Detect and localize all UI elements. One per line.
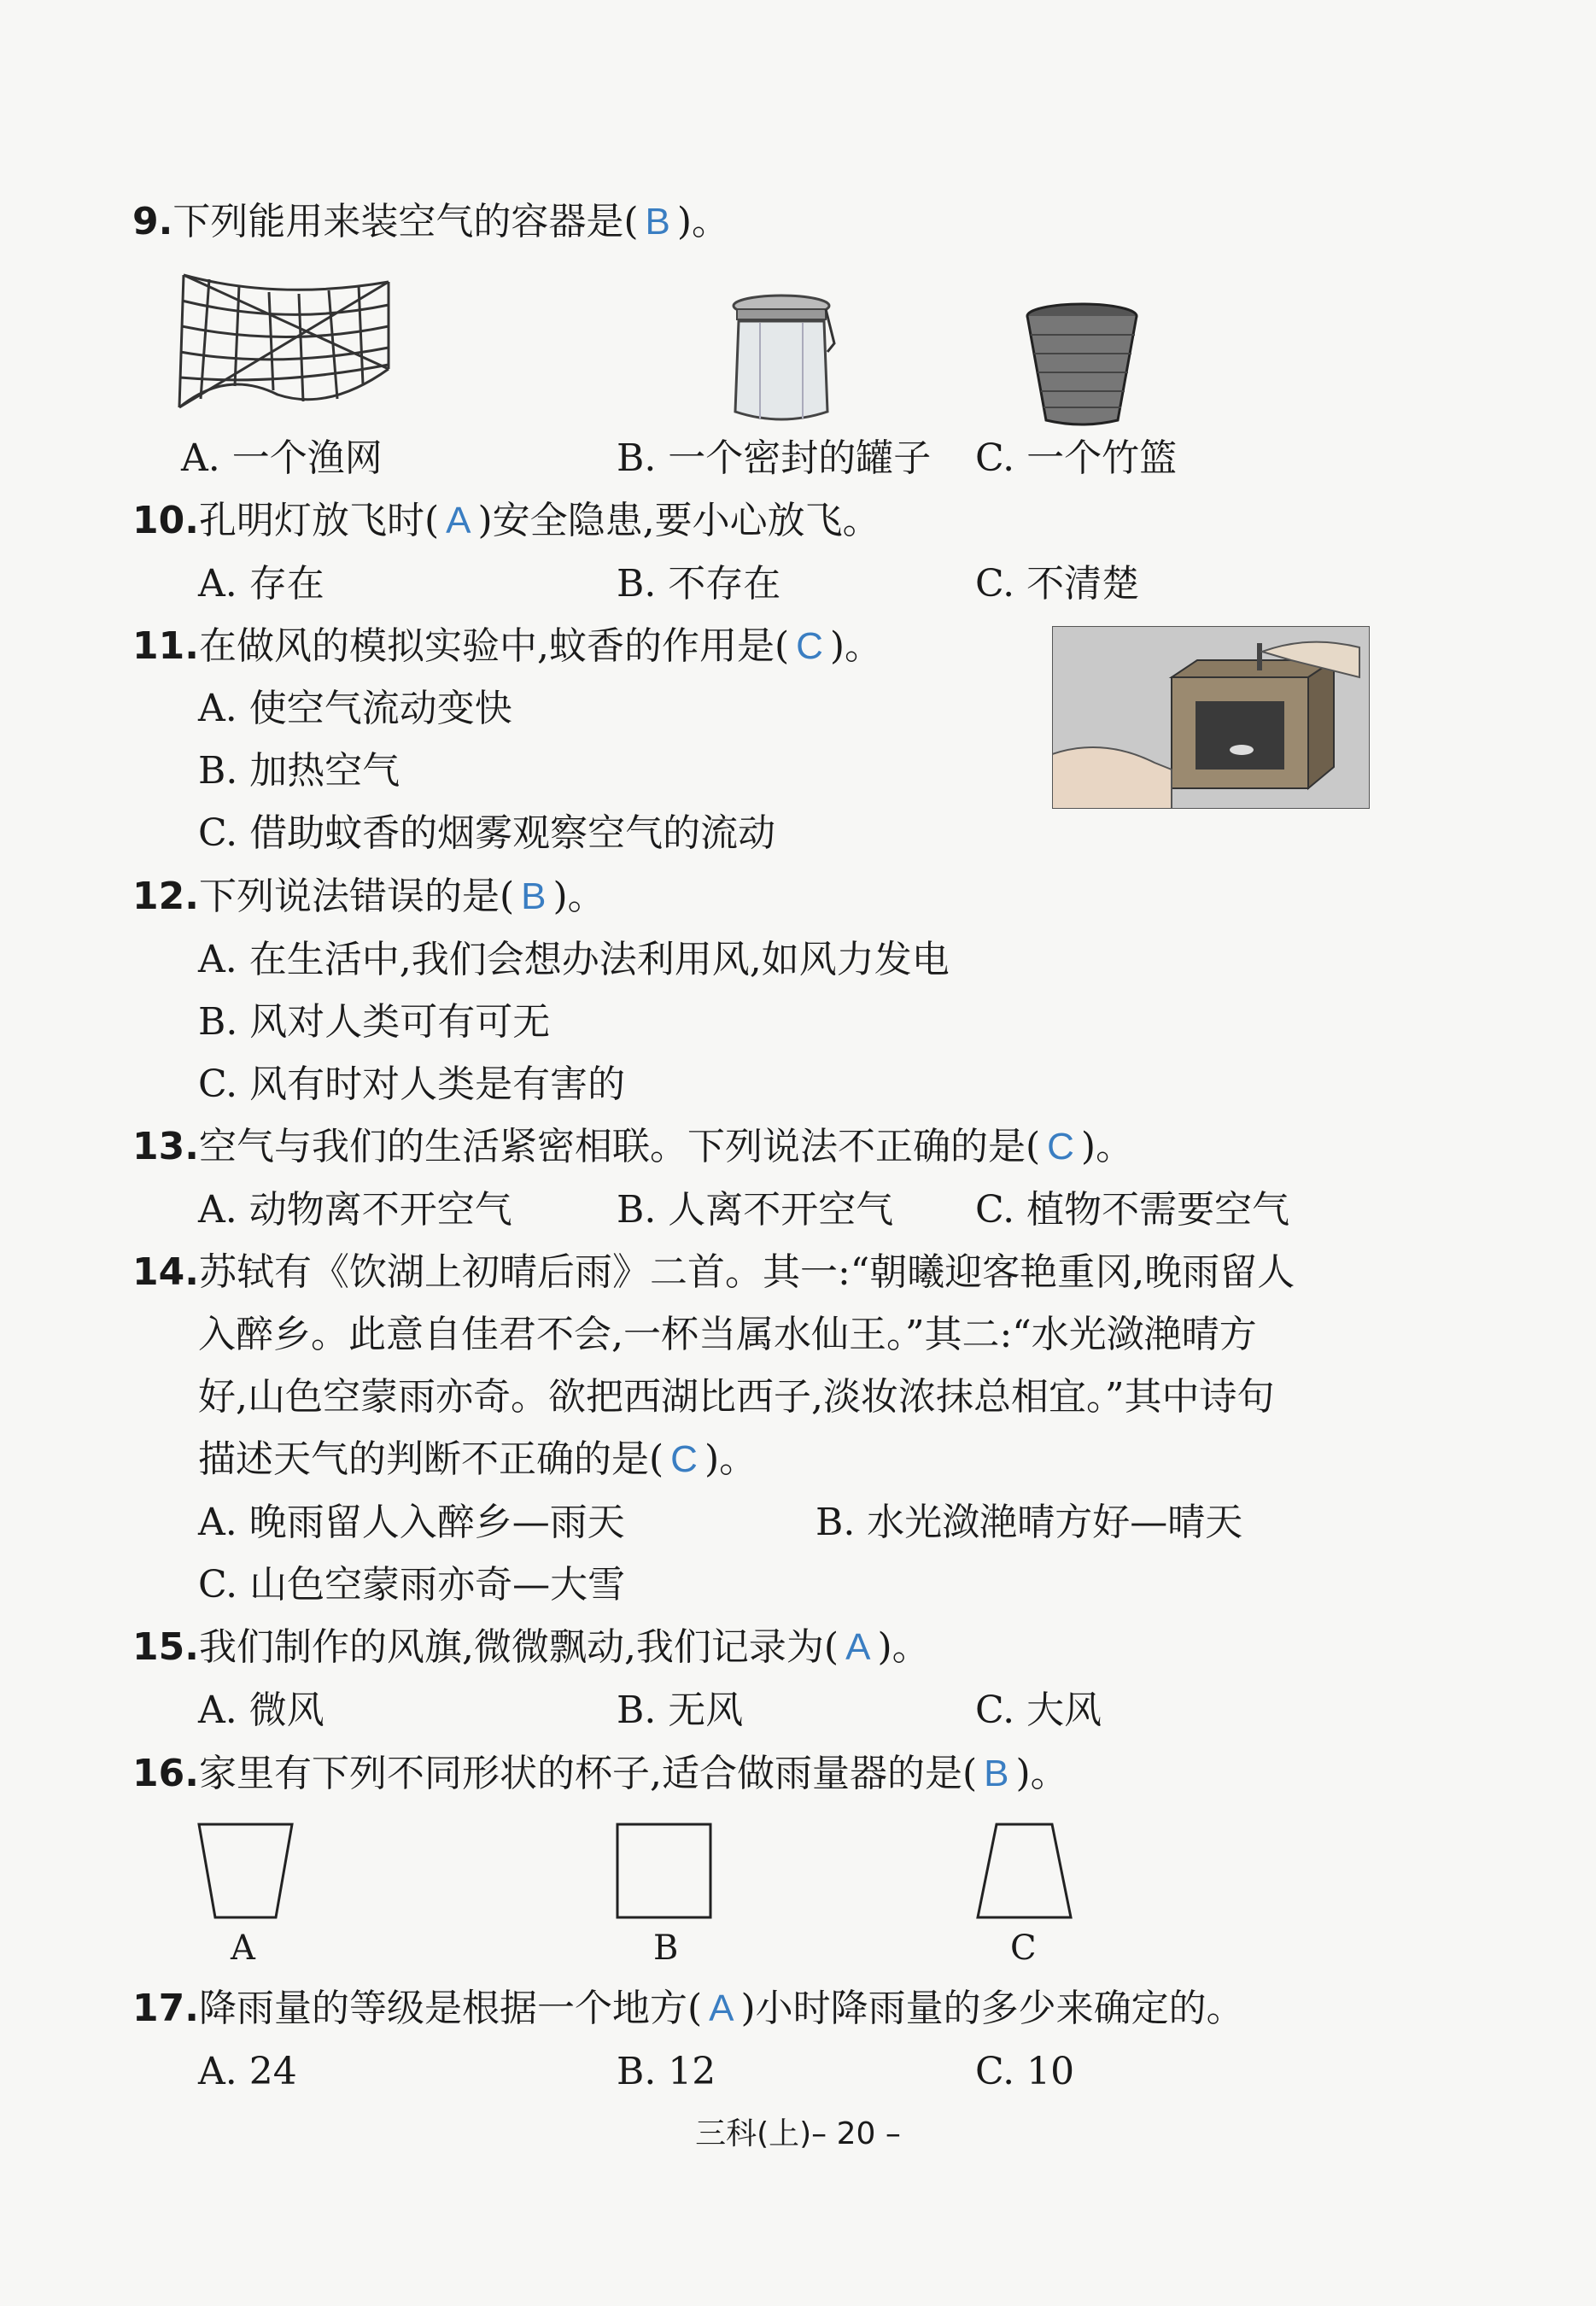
answer-11: C [796, 625, 823, 667]
question-9: 9.下列能用来装空气的容器是( B )。 [132, 200, 730, 243]
question-14-line-3: 好,山色空蒙雨亦奇。欲把西湖比西子,淡妆浓抹总相宜。”其中诗句 [198, 1375, 1275, 1419]
answer-17: A [709, 1987, 734, 2029]
q9-option-a: A. 一个渔网 [181, 436, 383, 480]
q15-option-b: B. 无风 [617, 1689, 744, 1732]
q12-option-c: C. 风有时对人类是有害的 [198, 1062, 626, 1106]
wind-experiment-photo [1052, 626, 1370, 809]
q13-option-b: B. 人离不开空气 [617, 1188, 894, 1232]
fishing-net-image [175, 266, 397, 424]
cup-shape-a [196, 1822, 295, 1920]
bamboo-basket-image [1020, 301, 1144, 429]
question-13: 13.空气与我们的生活紧密相联。下列说法不正确的是( C )。 [132, 1125, 1134, 1168]
q17-option-b: B. 12 [617, 2050, 716, 2093]
answer-14: C [670, 1438, 698, 1480]
q9-option-c: C. 一个竹篮 [975, 436, 1178, 480]
q17-option-c: C. 10 [975, 2050, 1075, 2093]
q11-option-c: C. 借助蚊香的烟雾观察空气的流动 [198, 811, 776, 855]
sealed-jar-image [722, 292, 841, 429]
question-12: 12.下列说法错误的是( B )。 [132, 875, 605, 918]
question-14: 14.苏轼有《饮湖上初晴后雨》二首。其一:“朝曦迎客艳重冈,晚雨留人 [132, 1250, 1295, 1294]
q14-option-a: A. 晚雨留人入醉乡—雨天 [198, 1501, 625, 1544]
cup-label-a: A [231, 1928, 255, 1968]
q14-option-c: C. 山色空蒙雨亦奇—大雪 [198, 1563, 626, 1607]
cup-label-b: B [653, 1928, 679, 1968]
question-11: 11.在做风的模拟实验中,蚊香的作用是( C )。 [132, 624, 883, 668]
question-14-line-4: 描述天气的判断不正确的是( C )。 [198, 1437, 757, 1481]
question-15: 15.我们制作的风旗,微微飘动,我们记录为( A )。 [132, 1625, 930, 1669]
q12-option-b: B. 风对人类可有可无 [198, 1000, 551, 1044]
answer-15: A [845, 1626, 871, 1668]
q15-option-c: C. 大风 [975, 1689, 1102, 1732]
question-14-line-2: 入醉乡。此意自佳君不会,一杯当属水仙王。”其二:“水光潋滟晴方 [198, 1313, 1257, 1356]
q11-option-b: B. 加热空气 [198, 749, 400, 793]
q10-option-a: A. 存在 [198, 562, 324, 606]
question-16: 16.家里有下列不同形状的杯子,适合做雨量器的是( B )。 [132, 1752, 1068, 1795]
answer-13: C [1047, 1126, 1074, 1168]
q17-option-a: A. 24 [198, 2050, 297, 2093]
cup-shape-b [615, 1822, 713, 1920]
cup-label-c: C [1010, 1928, 1037, 1968]
q10-option-b: B. 不存在 [617, 562, 781, 606]
q11-option-a: A. 使空气流动变快 [198, 687, 512, 730]
answer-12: B [521, 875, 547, 917]
question-10: 10.孔明灯放飞时( A )安全隐患,要小心放飞。 [132, 499, 880, 542]
q15-option-a: A. 微风 [198, 1689, 324, 1732]
page-footer: 三科(上)– 20 – [695, 2116, 901, 2151]
q10-option-c: C. 不清楚 [975, 562, 1140, 606]
q12-option-a: A. 在生活中,我们会想办法利用风,如风力发电 [198, 938, 950, 981]
cup-shape-c [975, 1822, 1073, 1920]
question-17: 17.降雨量的等级是根据一个地方( A )小时降雨量的多少来确定的。 [132, 1987, 1244, 2030]
answer-16: B [984, 1753, 1009, 1794]
q14-option-b: B. 水光潋滟晴方好—晴天 [816, 1501, 1243, 1544]
q9-option-b: B. 一个密封的罐子 [617, 436, 932, 480]
answer-9: B [645, 201, 670, 243]
answer-10: A [446, 500, 471, 541]
q13-option-a: A. 动物离不开空气 [198, 1188, 512, 1232]
q13-option-c: C. 植物不需要空气 [975, 1188, 1290, 1232]
